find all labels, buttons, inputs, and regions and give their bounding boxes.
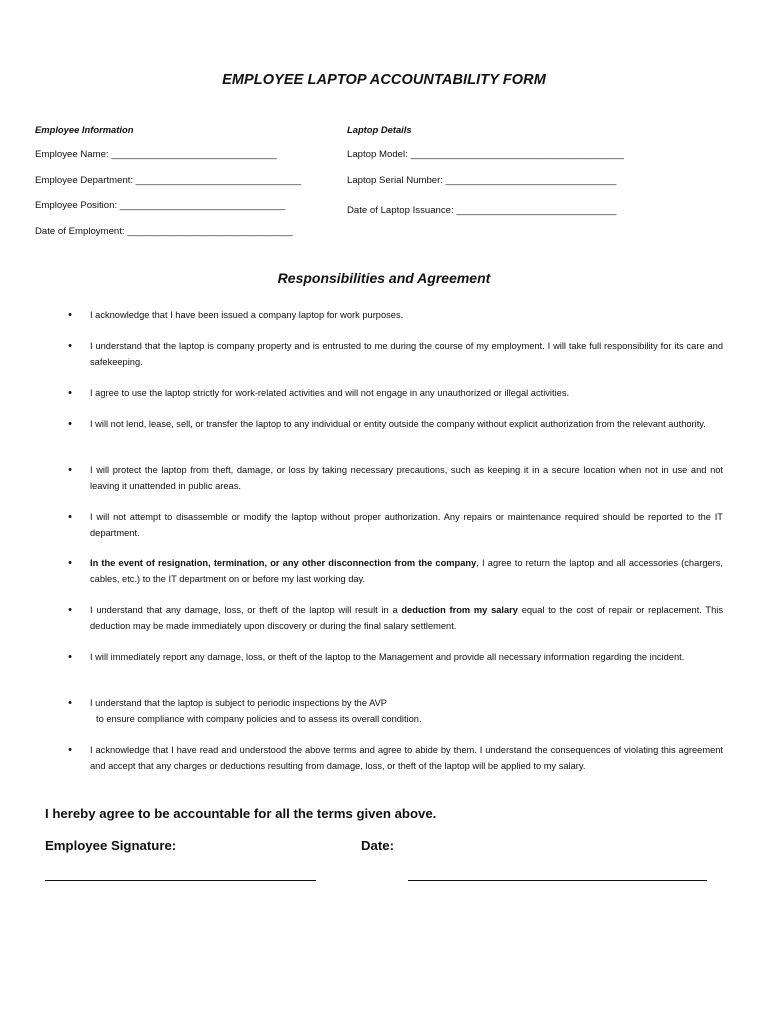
responsibilities-list — [0, 308, 768, 790]
agreement-statement: I hereby agree to be accountable for all the terms given above. — [45, 806, 437, 821]
item-text — [90, 696, 723, 728]
list-item — [0, 386, 768, 417]
employee-signature-line — [45, 880, 316, 881]
list-item — [0, 556, 768, 603]
bullet-icon: • — [68, 604, 72, 616]
employee-signature-label: Employee Signature: — [45, 838, 177, 853]
item-text: I understand that the laptop is company property and is entrusted to me during the course of my employment. I will take full responsibility for its care and safekeeping. — [90, 341, 723, 367]
bullet-icon: • — [68, 464, 72, 476]
laptop-details-section — [347, 124, 647, 218]
list-item — [0, 743, 768, 790]
item-bold-text: In the event of resignation, termination, or any other disconnection from the company — [90, 558, 477, 568]
list-item — [0, 696, 768, 743]
item-rest-text: , I agree to return the laptop and all accessories (chargers, cables, etc.) to the IT department on or before my last working day. — [90, 558, 723, 584]
form-title: EMPLOYEE LAPTOP ACCOUNTABILITY FORM — [222, 72, 546, 88]
list-item — [0, 339, 768, 386]
item-text: I will not attempt to disassemble or modify the laptop without proper authorization. Any repairs or maintenance required should be reported to the IT department. — [90, 512, 723, 538]
employee-position-field: Employee Position: _______________________________ — [35, 200, 286, 211]
laptop-details-heading: Laptop Details — [347, 124, 412, 135]
list-item — [0, 463, 768, 510]
item-text — [90, 556, 723, 588]
list-item — [0, 417, 768, 463]
bullet-icon: • — [68, 697, 72, 709]
bullet-icon: • — [68, 557, 72, 569]
bullet-icon: • — [68, 340, 72, 352]
date-label: Date: — [361, 838, 394, 853]
laptop-issuance-date-field: Date of Laptop Issuance: ______________________________ — [347, 205, 617, 216]
employee-information-heading: Employee Information — [35, 124, 134, 135]
item-text: I will not lend, lease, sell, or transfer the laptop to any individual or entity outside the company without explicit authorization from the relevant authority. — [90, 419, 706, 429]
bullet-icon: • — [68, 511, 72, 523]
item-lead-text: I understand that any damage, loss, or theft of the laptop will result in a — [90, 605, 402, 615]
employee-information-section — [35, 124, 325, 250]
date-of-employment-field: Date of Employment: _______________________________ — [35, 225, 293, 237]
list-item — [0, 603, 768, 650]
item-text: I agree to use the laptop strictly for work-related activities and will not engage in any unauthorized or illegal activities. — [90, 388, 570, 398]
employee-department-field: Employee Department: _______________________________ — [35, 174, 302, 186]
list-item — [0, 510, 768, 556]
item-line-1: I understand that the laptop is subject to periodic inspections by the AVP — [90, 698, 387, 708]
bullet-icon: • — [68, 744, 72, 756]
bullet-icon: • — [68, 309, 72, 321]
item-bold-text: deduction from my salary — [401, 605, 518, 615]
item-text: I will immediately report any damage, loss, or theft of the laptop to the Management and provide all necessary information regarding the incident. — [90, 652, 685, 662]
list-item — [0, 308, 768, 339]
list-item — [0, 650, 768, 696]
responsibilities-heading: Responsibilities and Agreement — [277, 270, 491, 286]
bullet-icon: • — [68, 651, 72, 663]
laptop-model-field: Laptop Model: ________________________________________ — [347, 149, 624, 160]
bullet-icon: • — [68, 387, 72, 399]
item-text: I acknowledge that I have read and understood the above terms and agree to abide by them. I understand the consequences of violating this agreement and accept that any charges or deductions resulting from damage, loss, or theft of the laptop will be applied to my salary. — [90, 745, 723, 771]
item-text: I acknowledge that I have been issued a company laptop for work purposes. — [90, 310, 404, 320]
laptop-serial-number-field: Laptop Serial Number: ________________________________ — [347, 175, 617, 186]
item-rest-text: equal to the cost of repair or replacement. This deduction may be made immediately upon discovery or during the final salary settlement. — [90, 605, 723, 631]
item-line-2: to ensure compliance with company policies and to assess its overall condition. — [96, 713, 422, 724]
employee-name-field: Employee Name: _______________________________ — [35, 149, 277, 160]
date-signature-line — [408, 880, 707, 881]
bullet-icon: • — [68, 418, 72, 430]
item-text: I will protect the laptop from theft, damage, or loss by taking necessary precautions, such as keeping it in a secure location when not in use and not leaving it unattended in public areas. — [90, 465, 723, 491]
item-text — [90, 603, 723, 635]
